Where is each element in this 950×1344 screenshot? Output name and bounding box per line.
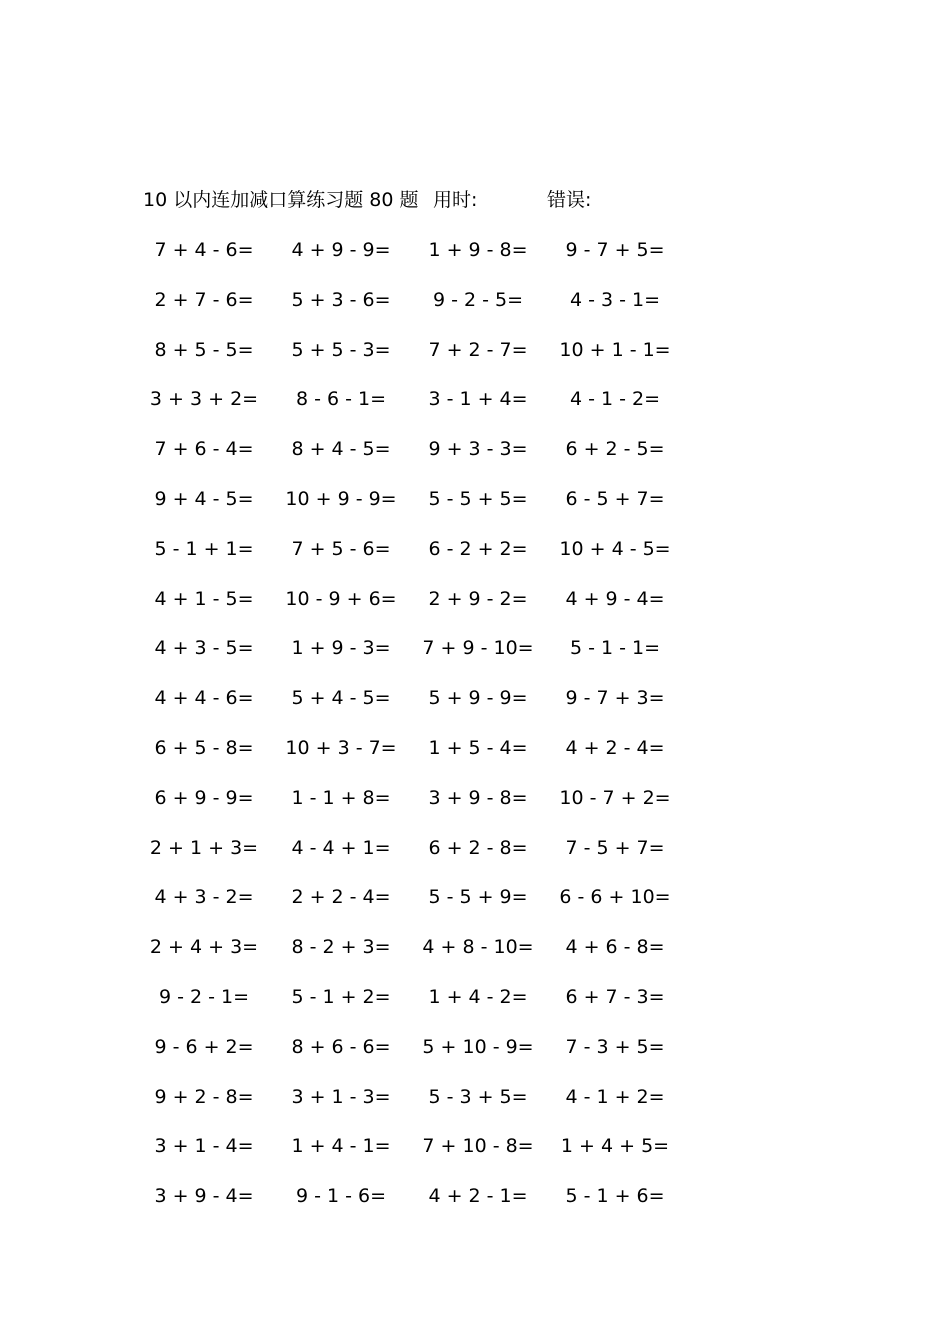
problem-grid [0,236,950,1232]
problem-item: 9 - 6 + 2= [154,1035,254,1058]
problem-item: 3 + 3 + 2= [149,388,259,411]
problem-item: 5 - 3 + 5= [428,1085,528,1108]
problem-row [0,286,950,336]
problem-item: 4 + 3 - 2= [154,886,254,909]
problem-row [0,585,950,635]
problem-item: 1 + 4 - 1= [291,1135,391,1158]
errors-label: 错误: [547,189,592,211]
problem-item: 10 - 7 + 2= [559,786,671,809]
problem-item: 7 - 5 + 7= [565,836,665,859]
problem-row [0,1033,950,1083]
problem-item: 8 + 4 - 5= [291,438,391,461]
problem-item: 8 - 2 + 3= [291,936,391,959]
problem-row [0,385,950,435]
problem-item: 5 - 1 + 6= [565,1185,665,1208]
problem-item: 2 + 1 + 3= [149,836,259,859]
problem-item: 6 - 6 + 10= [559,886,671,909]
problem-item: 4 - 3 - 1= [569,288,661,311]
problem-item: 7 + 4 - 6= [154,239,254,261]
problem-item: 4 - 1 - 2= [569,388,661,411]
problem-item: 10 - 9 + 6= [285,587,397,610]
problem-item: 4 - 4 + 1= [291,836,391,859]
problem-item: 4 + 8 - 10= [422,936,534,959]
problem-item: 6 + 7 - 3= [565,985,665,1008]
problem-item: 9 + 2 - 8= [154,1085,254,1108]
problem-item: 4 + 3 - 5= [154,637,254,660]
problem-row [0,236,950,286]
problem-item: 10 + 4 - 5= [559,537,671,560]
problem-item: 7 + 6 - 4= [154,438,254,461]
problem-item: 8 + 5 - 5= [154,338,254,361]
problem-item: 5 - 5 + 9= [428,886,528,909]
problem-row [0,883,950,933]
problem-item: 4 - 1 + 2= [565,1085,665,1108]
problem-row [0,933,950,983]
problem-item: 8 - 6 - 1= [295,388,387,411]
problem-item: 6 + 2 - 5= [565,438,665,461]
problem-item: 2 + 7 - 6= [154,288,254,311]
problem-item: 3 - 1 + 4= [428,388,528,411]
problem-item: 4 + 2 - 1= [428,1185,528,1208]
problem-row [0,1182,950,1232]
problem-item: 2 + 4 + 3= [149,936,259,959]
problem-row [0,535,950,585]
problem-item: 3 + 9 - 4= [154,1185,254,1208]
problem-item: 6 - 2 + 2= [428,537,528,560]
problem-item: 6 + 9 - 9= [154,786,254,809]
problem-item: 1 - 1 + 8= [291,786,391,809]
problem-item: 6 - 5 + 7= [565,487,665,510]
problem-item: 4 + 9 - 9= [291,239,391,261]
problem-item: 3 + 1 - 3= [291,1085,391,1108]
problem-item: 4 + 6 - 8= [565,936,665,959]
problem-item: 4 + 1 - 5= [154,587,254,610]
problem-row [0,336,950,386]
problem-item: 7 - 3 + 5= [565,1035,665,1058]
problem-row [0,1132,950,1182]
problem-item: 1 + 4 + 5= [560,1135,670,1158]
problem-item: 10 + 1 - 1= [559,338,671,361]
problem-item: 10 + 9 - 9= [285,487,397,510]
problem-item: 7 + 2 - 7= [428,338,528,361]
problem-item: 7 + 9 - 10= [422,637,534,660]
problem-item: 4 + 2 - 4= [565,736,665,759]
problem-item: 9 + 4 - 5= [154,487,254,510]
problem-item: 5 - 1 + 1= [154,537,254,560]
problem-item: 10 + 3 - 7= [285,736,397,759]
problem-item: 4 + 9 - 4= [565,587,665,610]
problem-row [0,834,950,884]
problem-item: 7 + 10 - 8= [422,1135,534,1158]
problem-item: 5 + 5 - 3= [291,338,391,361]
problem-row [0,684,950,734]
problem-item: 8 + 6 - 6= [291,1035,391,1058]
problem-item: 5 + 4 - 5= [291,687,391,710]
problem-item: 2 + 9 - 2= [428,587,528,610]
problem-row [0,435,950,485]
problem-item: 3 + 9 - 8= [428,786,528,809]
problem-item: 6 + 5 - 8= [154,736,254,759]
problem-item: 5 - 1 - 1= [569,637,661,660]
problem-item: 1 + 9 - 3= [291,637,391,660]
problem-item: 5 + 10 - 9= [422,1035,534,1058]
problem-item: 6 + 2 - 8= [428,836,528,859]
problem-item: 9 - 2 - 5= [432,288,524,311]
problem-item: 5 + 9 - 9= [428,687,528,710]
problem-row [0,634,950,684]
problem-item: 2 + 2 - 4= [291,886,391,909]
problem-row [0,983,950,1033]
problem-item: 9 + 3 - 3= [428,438,528,461]
problem-item: 1 + 9 - 8= [428,239,528,261]
problem-item: 9 - 7 + 3= [565,687,665,710]
problem-row [0,784,950,834]
problem-row [0,485,950,535]
problem-item: 5 + 3 - 6= [291,288,391,311]
problem-item: 9 - 7 + 5= [565,239,665,261]
problem-item: 3 + 1 - 4= [154,1135,254,1158]
problem-item: 4 + 4 - 6= [154,687,254,710]
problem-item: 9 - 2 - 1= [158,985,250,1008]
problem-row [0,734,950,784]
problem-item: 7 + 5 - 6= [291,537,391,560]
problem-item: 1 + 5 - 4= [428,736,528,759]
problem-item: 9 - 1 - 6= [295,1185,387,1208]
problem-item: 5 - 5 + 5= [428,487,528,510]
worksheet-header [0,186,950,214]
problem-row [0,1083,950,1133]
problem-item: 5 - 1 + 2= [291,985,391,1008]
time-used-label: 用时: [433,189,478,211]
problem-item: 1 + 4 - 2= [428,985,528,1008]
worksheet-title: 10 以内连加减口算练习题 80 题 [143,189,419,211]
